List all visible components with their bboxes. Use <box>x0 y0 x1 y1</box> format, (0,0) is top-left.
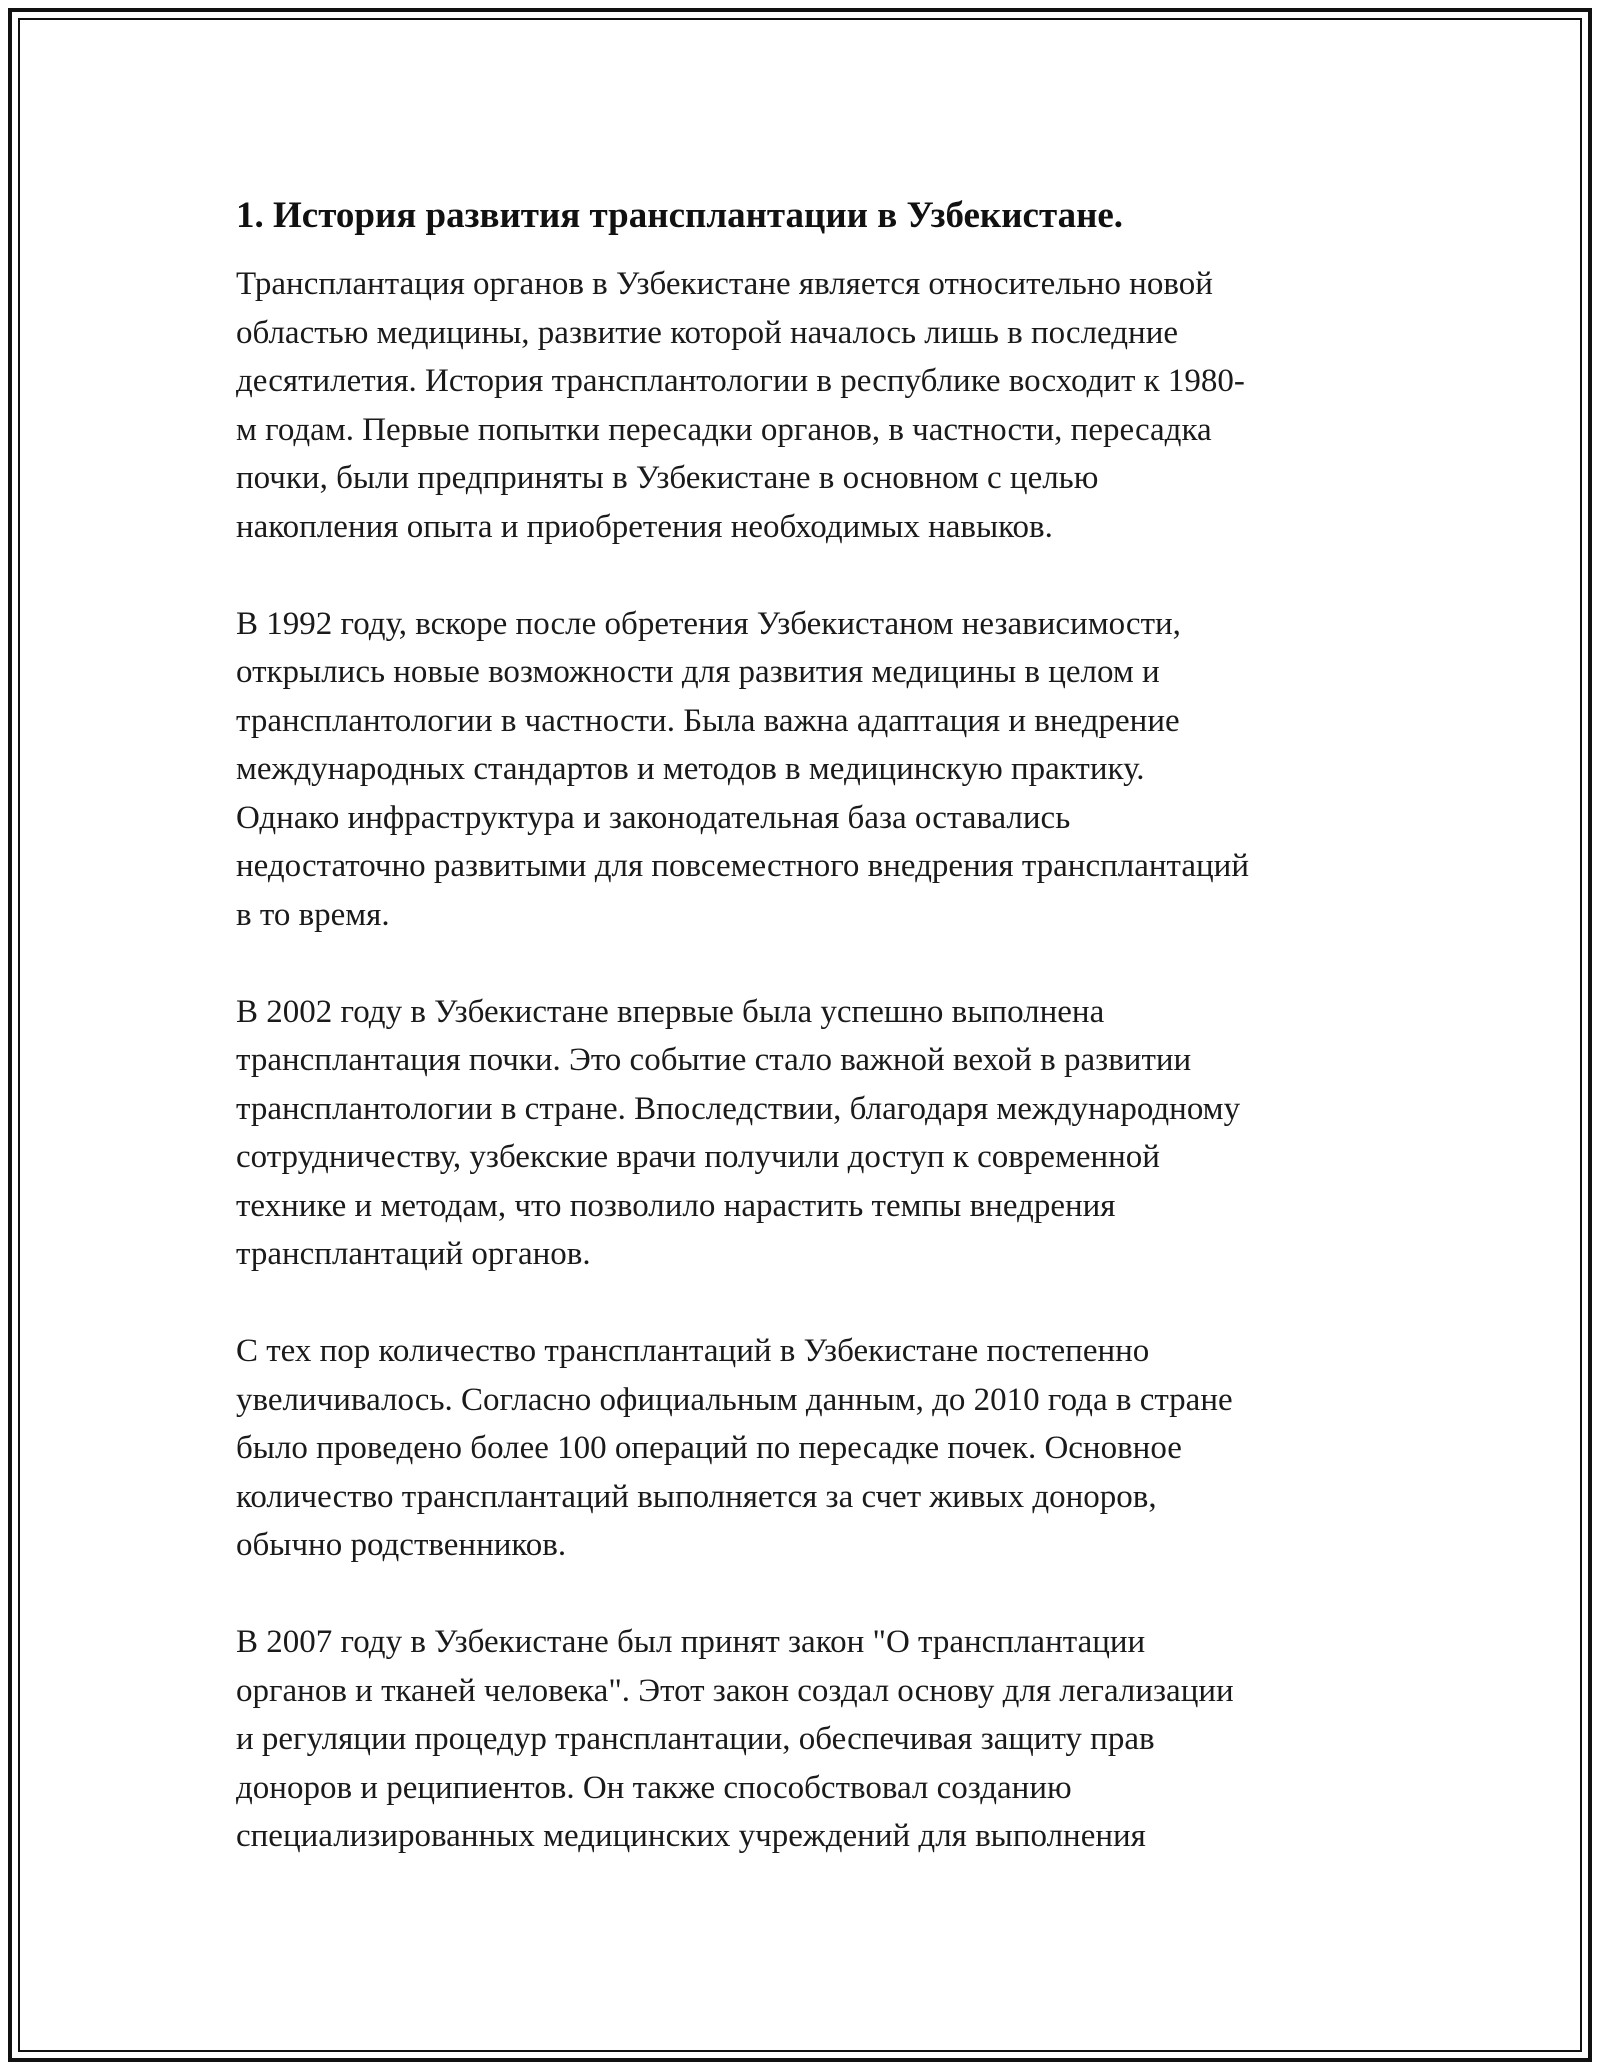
text-line: В 2007 году в Узбекистане был принят закон "О трансплантации <box>236 1624 1146 1660</box>
text-line: специализированных медицинских учреждений для выполнения <box>236 1818 1146 1854</box>
text-line: десятилетия. История трансплантологии в республике восходит к 1980- <box>236 363 1245 399</box>
text-line: технике и методам, что позволило нарастить темпы внедрения <box>236 1187 1116 1224</box>
text-line: Трансплантация органов в Узбекистане является относительно новой <box>236 266 1213 302</box>
text-line: трансплантологии в стране. Впоследствии, благодаря международному <box>236 1090 1241 1127</box>
text-line: С тех пор количество трансплантаций в Узбекистане постепенно <box>236 1333 1150 1369</box>
text-line: в то время. <box>236 896 390 933</box>
text-line: увеличивалось. Согласно официальным данным, до 2010 года в стране <box>236 1381 1233 1418</box>
section-heading: 1. История развития трансплантации в Узбекистане. <box>236 195 1124 236</box>
document-body <box>236 188 1376 1909</box>
text-line: международных стандартов и методов в медицинскую практику. <box>236 751 1145 787</box>
text-line: трансплантологии в частности. Была важна адаптация и внедрение <box>236 702 1180 739</box>
text-line: почки, были предприняты в Узбекистане в основном с целью <box>236 460 1099 496</box>
text-line: сотрудничеству, узбекские врачи получили доступ к современной <box>236 1139 1160 1175</box>
text-line: и регуляции процедур трансплантации, обеспечивая защиту прав <box>236 1721 1155 1757</box>
text-line: м годам. Первые попытки пересадки органов, в частности, пересадка <box>236 411 1212 448</box>
text-line: органов и тканей человека". Этот закон создал основу для легализации <box>236 1672 1234 1709</box>
paragraph <box>236 600 1376 940</box>
text-line: накопления опыта и приобретения необходимых навыков. <box>236 508 1053 545</box>
text-line: обычно родственников. <box>236 1527 567 1563</box>
text-line: трансплантация почки. Это событие стало важной вехой в развитии <box>236 1042 1192 1078</box>
text-line: В 2002 году в Узбекистане впервые была успешно выполнена <box>236 993 1105 1030</box>
text-line: областью медицины, развитие которой началось лишь в последние <box>236 314 1179 351</box>
paragraph <box>236 1327 1376 1570</box>
text-line: открылись новые возможности для развития медицины в целом и <box>236 654 1160 690</box>
paragraph <box>236 1618 1376 1861</box>
text-line: трансплантаций органов. <box>236 1236 591 1272</box>
text-line: В 1992 году, вскоре после обретения Узбекистаном независимости, <box>236 605 1181 642</box>
paragraph <box>236 988 1376 1279</box>
text-line: Однако инфраструктура и законодательная база оставались <box>236 799 1071 836</box>
text-line: доноров и реципиентов. Он также способствовал созданию <box>236 1769 1072 1806</box>
text-line: количество трансплантаций выполняется за счет живых доноров, <box>236 1478 1157 1515</box>
text-line: недостаточно развитыми для повсеместного внедрения трансплантаций <box>236 848 1249 884</box>
text-line: было проведено более 100 операций по пересадке почек. Основное <box>236 1430 1182 1466</box>
paragraph <box>236 260 1376 551</box>
